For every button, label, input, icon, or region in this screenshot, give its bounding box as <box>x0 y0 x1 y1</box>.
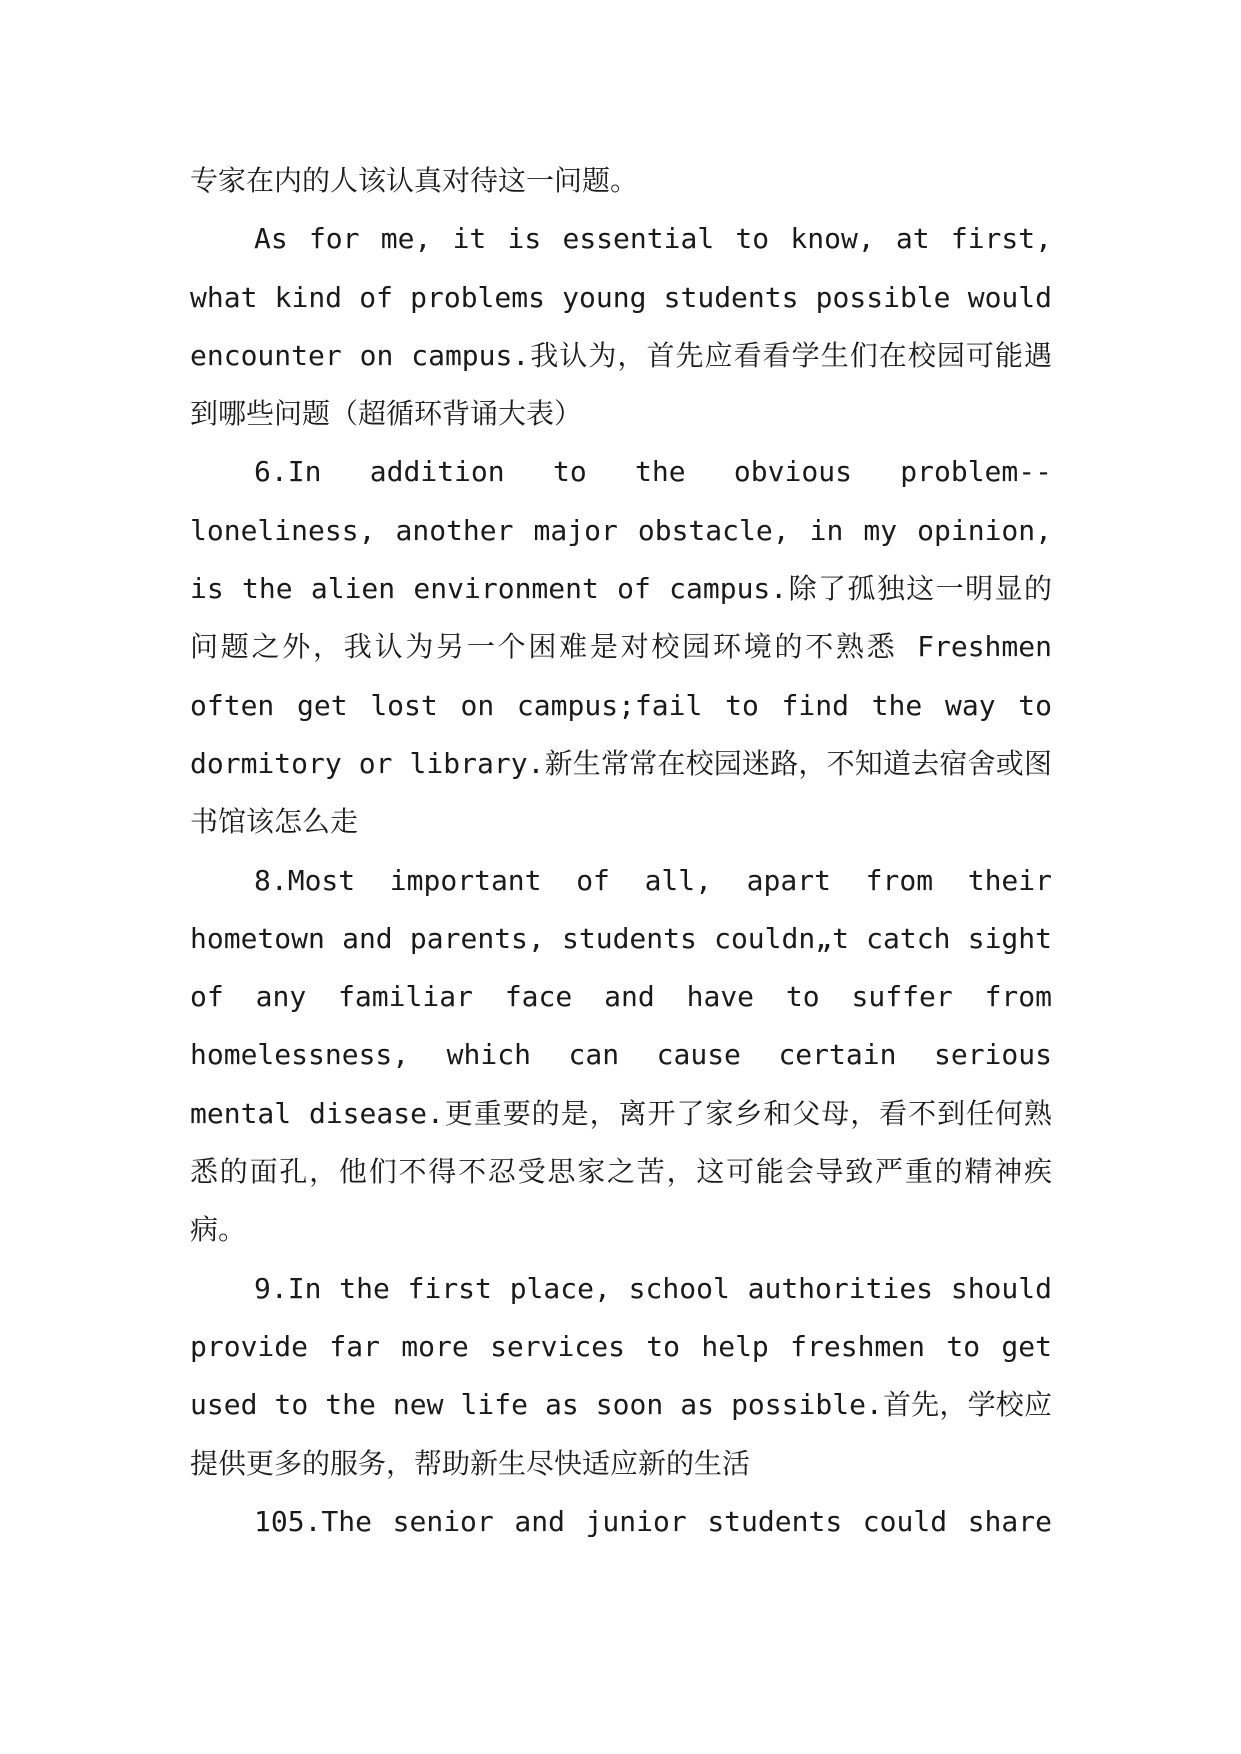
paragraph-3: 6.In addition to the obvious problem--loneliness, another major obstacle, in my opinion, is the alien environment of campus.除了孤独这一明显的问题之外，我认为另一个困难是对校园环境的不熟悉 Freshmen often get lost on campus;fail to find the way to dormitory or library.新生常常在校园迷路，不知道去宿舍或图书馆该怎么走 <box>190 455 1052 839</box>
paragraph-1: 专家在内的人该认真对待这一问题。 <box>190 164 639 197</box>
paragraph-6: 105.The senior and junior students could share <box>254 1504 1052 1538</box>
paragraph-5: 9.In the first place, school authorities should provide far more services to help freshmen to get used to the new life as soon as possible.首先，学校应提供更多的服务，帮助新生尽快适应新的生活 <box>190 1271 1052 1480</box>
paragraph-2: As for me, it is essential to know, at first, what kind of problems young students possible would encounter on campus.我认为，首先应看看学生们在校园可能遇到哪些问题（超循环背诵大表） <box>190 222 1052 431</box>
paragraph-4: 8.Most important of all, apart from their hometown and parents, students couldn„t catch sight of any familiar face and have to suffer from homelessness, which can cause certain serious mental disease.更重要的是，离开了家乡和父母，看不到任何熟悉的面孔，他们不得不忍受思家之苦，这可能会导致严重的精神疾病。 <box>190 863 1052 1247</box>
document-page <box>190 152 1052 1551</box>
